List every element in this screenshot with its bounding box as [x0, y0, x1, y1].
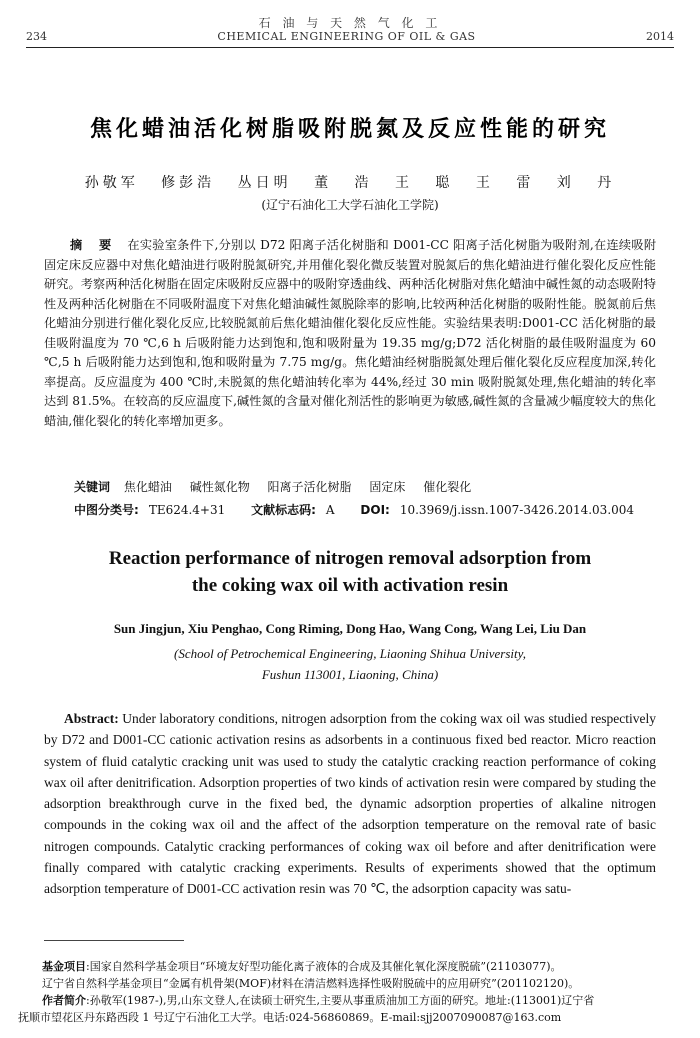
- paper-title-en: [0, 545, 700, 599]
- author-bio-label: 作者简介: [42, 994, 86, 1007]
- classification-line: [74, 501, 634, 518]
- keyword: 阳离子活化树脂: [267, 480, 352, 494]
- journal-title-cn: 石 油 与 天 然 气 化 工: [258, 16, 442, 30]
- header-rule: [26, 47, 674, 48]
- affiliation-en-line: Fushun 113001, Liaoning, China): [261, 667, 439, 682]
- journal-title-en: CHEMICAL ENGINEERING OF OIL & GAS: [217, 30, 476, 43]
- keywords: [74, 478, 485, 495]
- keyword: 焦化蜡油: [123, 480, 172, 494]
- authors-en: Sun Jingjun, Xiu Penghao, Cong Riming, Dong Hao, Wang Cong, Wang Lei, Liu Dan: [113, 621, 587, 636]
- clc-value: TE624.4+31: [148, 503, 226, 517]
- doc-code-label: 文献标志码:: [251, 503, 316, 517]
- keyword: 碱性氮化物: [189, 480, 250, 494]
- paper-title-cn: 焦化蜡油活化树脂吸附脱氮及反应性能的研究: [89, 117, 610, 142]
- fund-line: [18, 958, 690, 975]
- affiliation-en: [0, 643, 700, 685]
- abstract-cn-label: 摘 要: [70, 238, 118, 252]
- authors-cn: 孙敬军 修彭浩 丛日明 董 浩 王 聪 王 雷 刘 丹: [84, 175, 616, 191]
- affiliation-en-line: (School of Petrochemical Engineering, Liaoning Shihua University,: [174, 646, 526, 661]
- keyword: 固定床: [369, 480, 406, 494]
- abstract-cn-text: 在实验室条件下,分别以 D72 阳离子活化树脂和 D001-CC 阳离子活化树脂为吸附剂,在连续吸附固定床反应器中对焦化蜡油进行吸附脱氮研究,并用催化裂化微反装置对脱氮后的焦化蜡油进行催化裂化反应性能研究。考察两种活化树脂在固定床吸附反应器中的吸附穿透曲线、两种活化树脂对焦化蜡油中碱性氮的动态吸附特性及两种活化树脂在不同吸附温度下对焦化蜡油碱性氮脱除率的影响,比较两种活化树脂的吸附性能。脱氮前后焦化蜡油分别进行催化裂化反应,比较脱氮前后焦化蜡油催化裂化反应性能。实验结果表明:D001-CC 活化树脂的最佳吸附温度为 70 ℃,6 h 后吸附能力达到饱和,饱和吸附量为 19.35 mg/g;D72 活化树脂的最佳吸附温度为 60 ℃,5 h 后吸附能力达到饱和,饱和吸附量为 7.75 mg/g。焦化蜡油经树脂脱氮处理后催化裂化反应程度加深,转化率提高。反应温度为 400 ℃时,未脱氮的焦化蜡油转化率为 44%,经过 30 min 吸附脱氮处理,焦化蜡油的转化率达到 81.5%。在较高的反应温度下,碱性氮的含量对催化剂活性的影响更为敏感,碱性氮的含量减少幅度较大的焦化蜡油,催化裂化的转化率增加更多。: [44, 238, 657, 428]
- page-number: 234: [26, 30, 47, 43]
- footnote-rule: [44, 940, 184, 941]
- fund-text: :国家自然科学基金项目“环境友好型功能化离子液体的合成及其催化氧化深度脱硫”(21103077)。: [86, 960, 562, 973]
- abstract-en-label: Abstract:: [64, 711, 119, 726]
- running-header: [26, 30, 674, 46]
- author-bio-line: [18, 992, 690, 1009]
- paper-title-en-line: Reaction performance of nitrogen removal adsorption from: [108, 548, 592, 569]
- abstract-cn: [44, 236, 656, 431]
- clc-label: 中图分类号:: [74, 503, 139, 517]
- abstract-en: [44, 708, 656, 900]
- author-bio-line-2: 抚顺市望花区丹东路西段 1 号辽宁石油化工大学。电话:024-56860869。E-mail:sjj2007090087@163.com: [18, 1011, 562, 1024]
- doc-code-value: A: [325, 503, 335, 517]
- fund-line-2: 辽宁省自然科学基金项目“金属有机骨架(MOF)材料在清洁燃料选择性吸附脱硫中的应用研究”(201102120)。: [42, 977, 580, 990]
- year: 2014: [646, 30, 674, 43]
- fund-label: 基金项目: [42, 960, 86, 973]
- abstract-en-text: Under laboratory conditions, nitrogen adsorption from the coking wax oil was studied respectively by D72 and D001-CC cationic activation resins as adsorbents in a continuous fixed bed reactor. Micro reaction system of fluid catalytic cracking unit was used to study the catalytic cracking reaction performance of coking wax oil after denitrification. Adsorption properties of two kinds of activation resin were compared by studing the adsorption breakthrough curve in the fixed bed, the dynamic adsorption properties of alkaline nitrogen compounds in the coking wax oil and the affect of the adsorption temperature on the removal rate of basic nitrogen compounds. Catalytic cracking performances of coking wax oil before and after denitrification were finally compared with catalytic cracking experiments. Results of experiments showed that the optimum adsorption temperature of D001-CC activation resin was 70 ℃, the adsorption capacity was satu-: [44, 711, 657, 897]
- affiliation-cn: (辽宁石油化工大学石油化工学院): [261, 198, 439, 212]
- keywords-label: 关键词: [74, 480, 111, 494]
- paper-title-en-line: the coking wax oil with activation resin: [191, 575, 509, 596]
- footnotes: [18, 958, 690, 1026]
- author-bio-text: :孙敬军(1987-),男,山东文登人,在读硕士研究生,主要从事重质油加工方面的研究。地址:(113001)辽宁省: [86, 994, 595, 1007]
- keyword: 催化裂化: [423, 480, 472, 494]
- doi-label: DOI:: [360, 503, 390, 517]
- doi-value: 10.3969/j.issn.1007-3426.2014.03.004: [399, 503, 635, 517]
